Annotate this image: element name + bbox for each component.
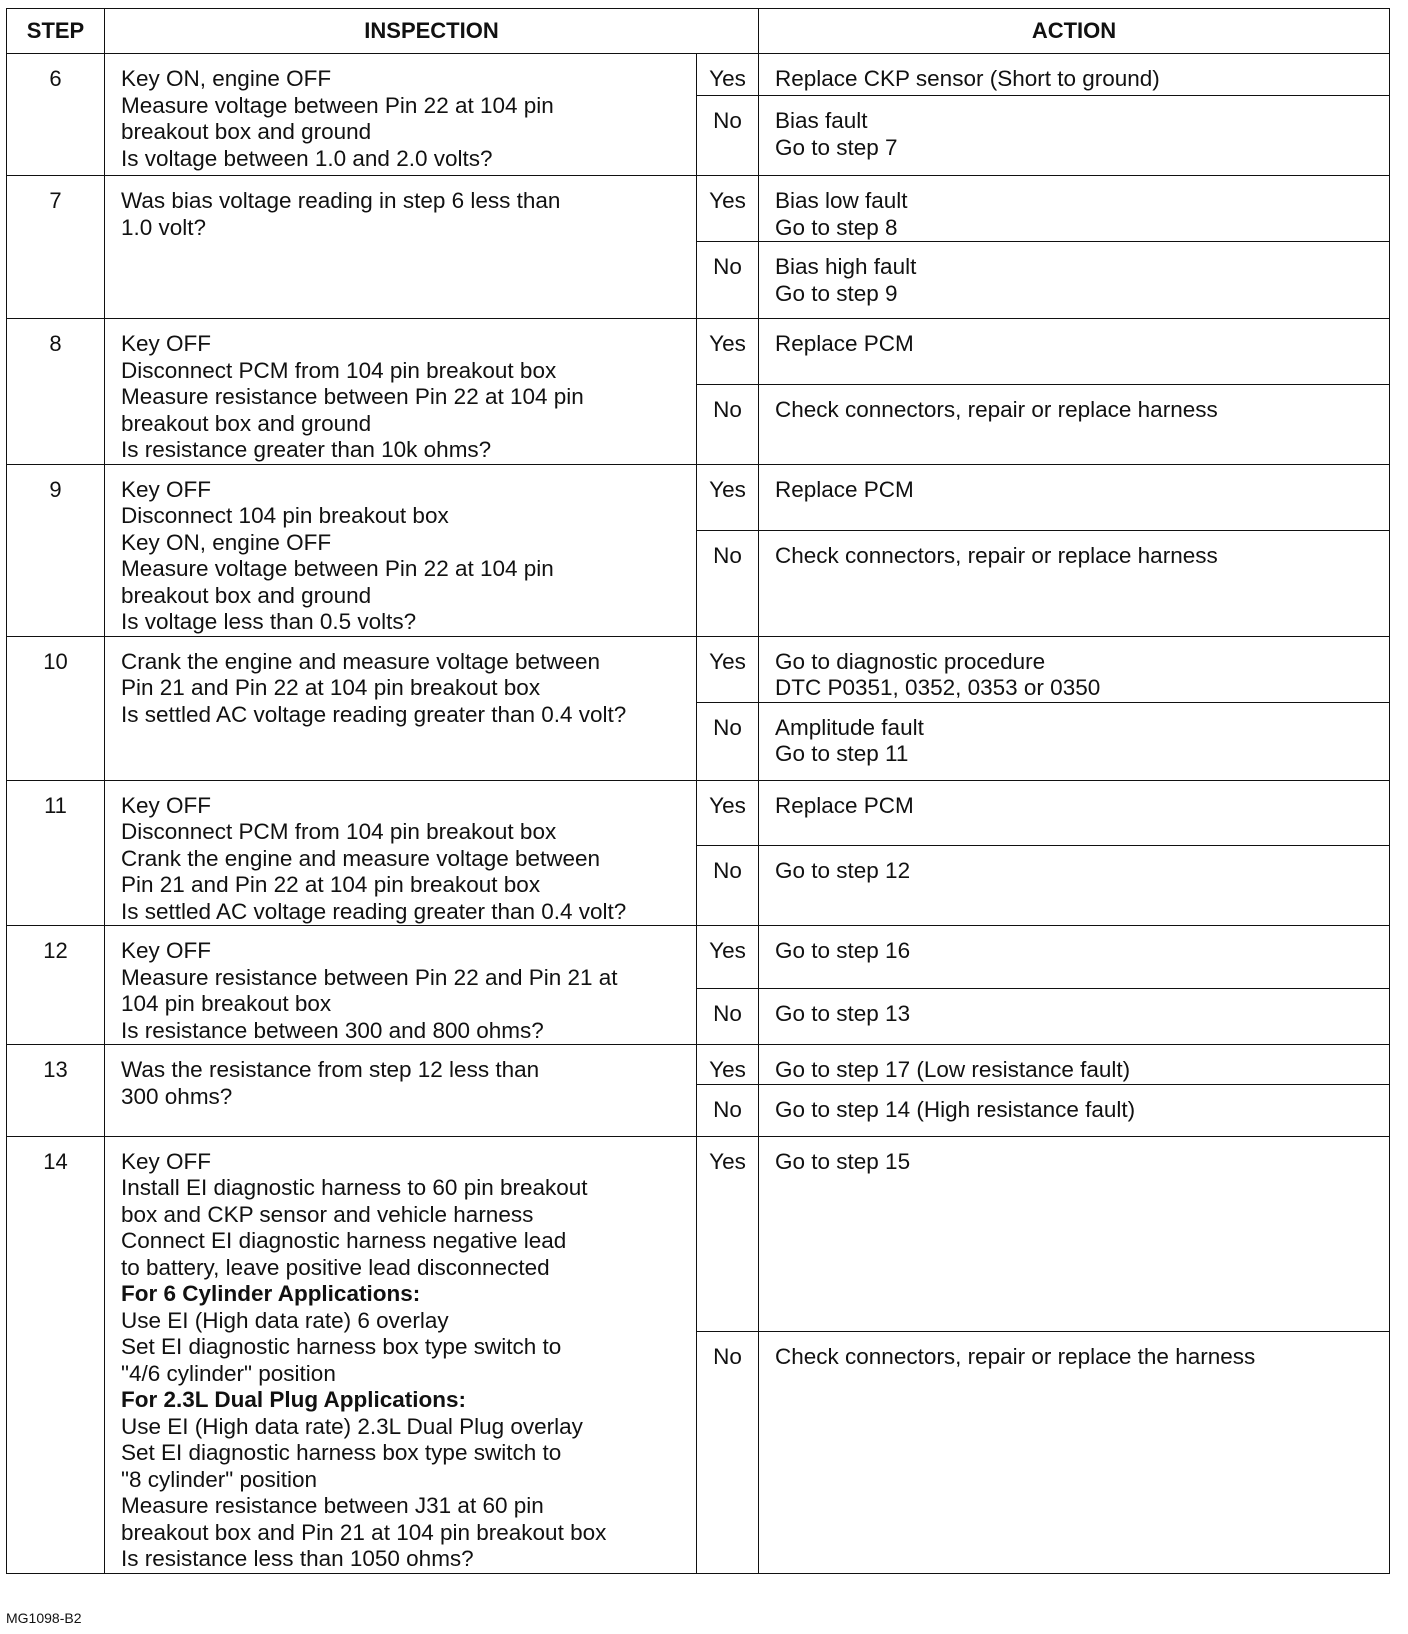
no-action-cell	[759, 242, 1390, 319]
inspection-line: breakout box and ground	[121, 582, 372, 608]
header-action: ACTION	[759, 9, 1390, 54]
no-action-line: Bias high fault	[775, 254, 917, 279]
yes-action-line: Bias low fault	[775, 188, 908, 213]
no-label: No	[697, 242, 759, 319]
no-label: No	[697, 1332, 759, 1573]
no-action-cell	[759, 702, 1390, 780]
inspection-line: Disconnect 104 pin breakout box	[121, 503, 449, 528]
yes-action-line: DTC P0351, 0352, 0353 or 0350	[775, 675, 1101, 700]
inspection-line: Key OFF	[121, 792, 212, 818]
no-action-cell	[759, 384, 1390, 464]
yes-label: Yes	[697, 926, 759, 989]
inspection-line: Was bias voltage reading in step 6 less than	[121, 188, 561, 213]
inspection-line: Disconnect PCM from 104 pin breakout box	[121, 357, 557, 383]
inspection-cell	[105, 926, 697, 1045]
inspection-line: breakout box and ground	[121, 410, 372, 436]
yes-label: Yes	[697, 1136, 759, 1332]
no-action-line: Go to step 13	[775, 1001, 911, 1027]
yes-action-line: Go to step 15	[775, 1148, 911, 1174]
yes-action-cell	[759, 1045, 1390, 1085]
no-action-cell	[759, 531, 1390, 636]
diagnostic-table	[6, 8, 1390, 1574]
inspection-cell	[105, 54, 697, 176]
no-action-line: Check connectors, repair or replace harness	[775, 396, 1218, 422]
inspection-line: Pin 21 and Pin 22 at 104 pin breakout box	[121, 872, 541, 897]
yes-action-line: Go to step 8	[775, 214, 898, 240]
step-row	[7, 1136, 1390, 1332]
yes-action-line: Replace PCM	[775, 476, 914, 502]
yes-action-line: Go to step 16	[775, 938, 911, 963]
inspection-line: Disconnect PCM from 104 pin breakout box	[121, 819, 557, 844]
step-row	[7, 319, 1390, 385]
yes-label: Yes	[697, 780, 759, 846]
inspection-line: Measure voltage between Pin 22 at 104 pin	[121, 556, 554, 581]
yes-action-cell	[759, 464, 1390, 531]
inspection-line: Pin 21 and Pin 22 at 104 pin breakout box	[121, 675, 541, 700]
inspection-cell	[105, 780, 697, 926]
step-row	[7, 1045, 1390, 1085]
yes-action-line: Go to diagnostic procedure	[775, 648, 1046, 674]
step-number: 13	[7, 1045, 105, 1137]
inspection-cell	[105, 1045, 697, 1137]
inspection-line: For 6 Cylinder Applications:	[121, 1281, 421, 1306]
yes-label: Yes	[697, 636, 759, 702]
no-label: No	[697, 846, 759, 926]
step-row	[7, 464, 1390, 531]
no-label: No	[697, 384, 759, 464]
inspection-line: 104 pin breakout box	[121, 991, 332, 1016]
header-step: STEP	[7, 9, 105, 54]
inspection-line: "8 cylinder" position	[121, 1466, 318, 1492]
inspection-line: 300 ohms?	[121, 1083, 233, 1109]
no-action-line: Go to step 14 (High resistance fault)	[775, 1096, 1136, 1122]
inspection-line: Set EI diagnostic harness box type switch to	[121, 1440, 562, 1465]
step-row	[7, 176, 1390, 242]
yes-action-cell	[759, 319, 1390, 385]
inspection-line: "4/6 cylinder" position	[121, 1360, 336, 1386]
inspection-line: Crank the engine and measure voltage between	[121, 845, 601, 871]
yes-action-line: Go to step 17 (Low resistance fault)	[775, 1057, 1131, 1082]
inspection-line: Key OFF	[121, 331, 212, 356]
step-number: 6	[7, 54, 105, 176]
no-action-line: Bias fault	[775, 108, 868, 133]
no-action-cell	[759, 1084, 1390, 1136]
no-action-cell	[759, 96, 1390, 176]
inspection-line: For 2.3L Dual Plug Applications:	[121, 1387, 467, 1412]
no-label: No	[697, 531, 759, 636]
inspection-line: Was the resistance from step 12 less than	[121, 1057, 540, 1082]
yes-action-line: Replace PCM	[775, 331, 914, 356]
yes-label: Yes	[697, 464, 759, 531]
step-row	[7, 926, 1390, 989]
inspection-line: Use EI (High data rate) 2.3L Dual Plug overlay	[121, 1413, 583, 1439]
yes-action-cell	[759, 636, 1390, 702]
yes-action-cell	[759, 780, 1390, 846]
inspection-line: Set EI diagnostic harness box type switch to	[121, 1334, 562, 1359]
yes-action-line: Replace CKP sensor (Short to ground)	[775, 66, 1160, 91]
yes-action-line: Replace PCM	[775, 792, 914, 818]
no-label: No	[697, 702, 759, 780]
no-action-line: Amplitude fault	[775, 714, 924, 740]
inspection-line: Measure resistance between Pin 22 at 104 pin	[121, 384, 584, 409]
yes-label: Yes	[697, 176, 759, 242]
no-action-cell	[759, 1332, 1390, 1573]
inspection-cell	[105, 176, 697, 319]
step-number: 14	[7, 1136, 105, 1573]
inspection-line: to battery, leave positive lead disconnected	[121, 1254, 550, 1280]
inspection-line: Is voltage less than 0.5 volts?	[121, 609, 417, 634]
inspection-line: breakout box and Pin 21 at 104 pin breakout box	[121, 1519, 607, 1545]
inspection-line: Key OFF	[121, 938, 212, 963]
inspection-line: Key ON, engine OFF	[121, 529, 332, 555]
no-action-cell	[759, 846, 1390, 926]
step-number: 7	[7, 176, 105, 319]
inspection-line: Install EI diagnostic harness to 60 pin breakout	[121, 1175, 588, 1200]
step-row	[7, 636, 1390, 702]
no-label: No	[697, 1084, 759, 1136]
inspection-line: Crank the engine and measure voltage between	[121, 648, 601, 674]
step-number: 9	[7, 464, 105, 636]
inspection-line: Is resistance greater than 10k ohms?	[121, 437, 492, 462]
yes-label: Yes	[697, 1045, 759, 1085]
yes-action-cell	[759, 926, 1390, 989]
inspection-cell	[105, 319, 697, 465]
no-label: No	[697, 989, 759, 1045]
no-action-line: Check connectors, repair or replace the harness	[775, 1344, 1256, 1370]
header-inspection: INSPECTION	[105, 9, 759, 54]
step-number: 8	[7, 319, 105, 465]
step-number: 11	[7, 780, 105, 926]
step-row	[7, 54, 1390, 96]
inspection-cell	[105, 636, 697, 780]
yes-action-cell	[759, 176, 1390, 242]
header-row	[7, 9, 1390, 54]
no-action-cell	[759, 989, 1390, 1045]
inspection-line: breakout box and ground	[121, 119, 372, 144]
yes-label: Yes	[697, 54, 759, 96]
no-action-line: Check connectors, repair or replace harness	[775, 543, 1218, 569]
inspection-line: box and CKP sensor and vehicle harness	[121, 1201, 534, 1227]
inspection-line: Is resistance between 300 and 800 ohms?	[121, 1017, 544, 1043]
figure-id: MG1098-B2	[6, 1610, 82, 1626]
inspection-cell	[105, 464, 697, 636]
inspection-line: Is voltage between 1.0 and 2.0 volts?	[121, 145, 493, 171]
inspection-line: Measure resistance between Pin 22 and Pin 21 at	[121, 964, 618, 990]
yes-label: Yes	[697, 319, 759, 385]
yes-action-cell	[759, 1136, 1390, 1332]
inspection-line: Measure resistance between J31 at 60 pin	[121, 1493, 544, 1518]
step-number: 12	[7, 926, 105, 1045]
inspection-line: Connect EI diagnostic harness negative lead	[121, 1228, 567, 1253]
step-row	[7, 780, 1390, 846]
inspection-line: Is resistance less than 1050 ohms?	[121, 1546, 474, 1571]
inspection-line: Measure voltage between Pin 22 at 104 pin	[121, 92, 554, 118]
no-action-line: Go to step 12	[775, 858, 911, 884]
inspection-line: Is settled AC voltage reading greater than 0.4 volt?	[121, 898, 627, 924]
inspection-line: Key OFF	[121, 476, 212, 502]
inspection-line: 1.0 volt?	[121, 214, 207, 240]
no-action-line: Go to step 9	[775, 280, 898, 306]
no-action-line: Go to step 11	[775, 741, 909, 766]
no-label: No	[697, 96, 759, 176]
yes-action-cell	[759, 54, 1390, 96]
inspection-line: Key OFF	[121, 1148, 212, 1174]
inspection-line: Use EI (High data rate) 6 overlay	[121, 1307, 449, 1333]
inspection-line: Is settled AC voltage reading greater than 0.4 volt?	[121, 701, 627, 727]
inspection-line: Key ON, engine OFF	[121, 66, 332, 91]
inspection-cell	[105, 1136, 697, 1573]
no-action-line: Go to step 7	[775, 134, 898, 160]
step-number: 10	[7, 636, 105, 780]
